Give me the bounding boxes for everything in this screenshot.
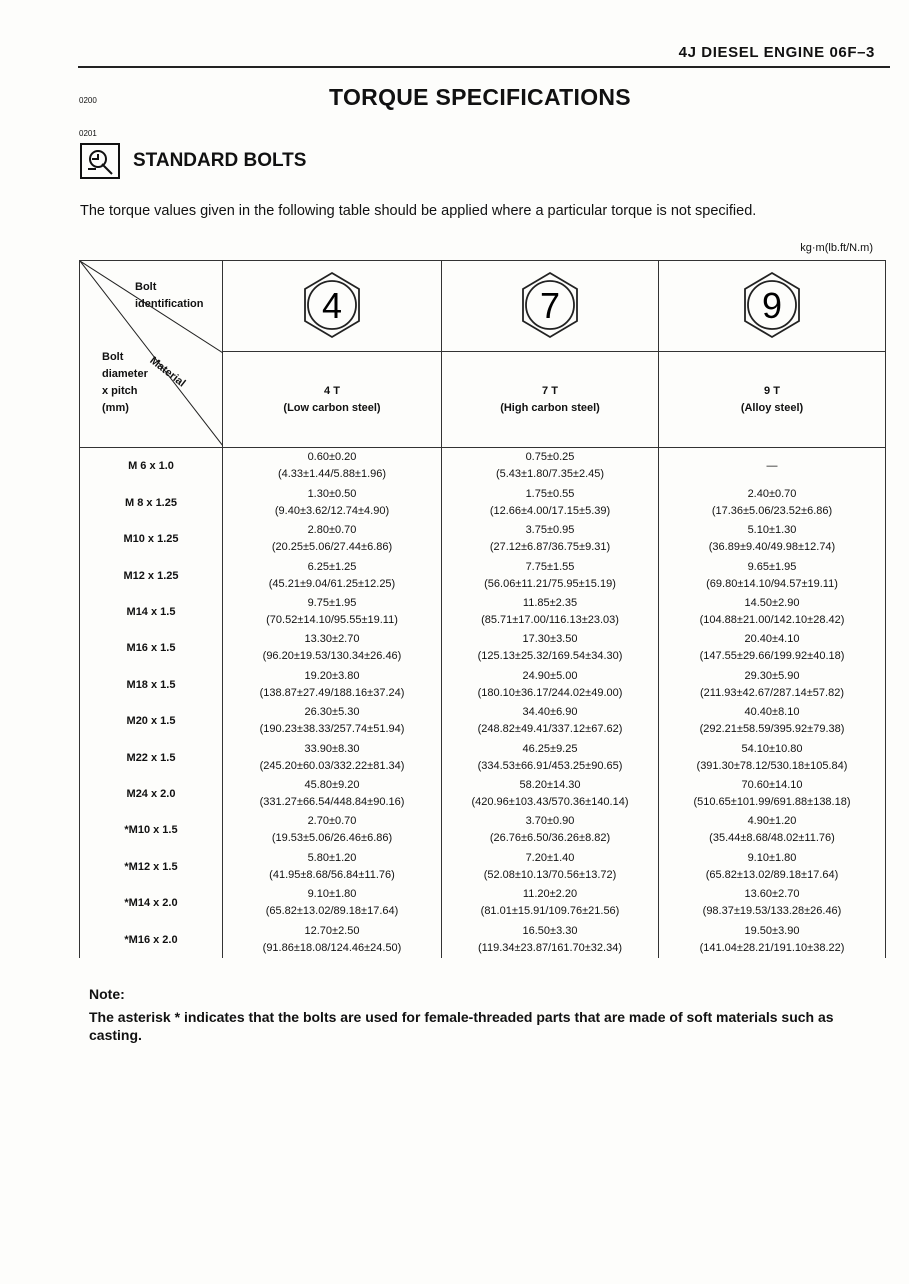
- torque-value-cell: [223, 448, 442, 485]
- table-row: [80, 448, 886, 485]
- torque-value-cell: [659, 922, 886, 958]
- torque-value-cell: [659, 885, 886, 921]
- page-title: TORQUE SPECIFICATIONS: [329, 84, 631, 110]
- torque-lbft-nm: (36.89±9.40/49.98±12.74): [708, 541, 836, 554]
- torque-lbft-nm: (292.21±58.59/395.92±79.38): [699, 723, 845, 736]
- torque-value-cell: [659, 667, 886, 703]
- material-4t: [223, 352, 442, 448]
- torque-value-cell: [442, 448, 659, 485]
- torque-lbft-nm: (9.40±3.62/12.74±4.90): [274, 504, 390, 517]
- torque-lbft-nm: (104.88±21.00/142.10±28.42): [699, 613, 845, 626]
- torque-value-cell: [659, 812, 886, 848]
- torque-kgm: 9.75±1.95: [307, 596, 357, 609]
- torque-value-cell: [442, 521, 659, 557]
- bolt-diameter-label: (mm): [102, 402, 129, 414]
- bolt-size-cell: M18 x 1.5: [80, 667, 223, 703]
- torque-value-cell: [659, 448, 886, 485]
- torque-value-cell: [442, 849, 659, 885]
- torque-value-cell: [659, 739, 886, 775]
- table-row: [80, 521, 886, 557]
- hex-bolt-head-icon: [296, 269, 368, 341]
- torque-lbft-nm: (56.06±11.21/75.95±15.19): [484, 577, 616, 590]
- torque-lbft-nm: (334.53±66.91/453.25±90.65): [477, 759, 623, 772]
- torque-lbft-nm: (138.87±27.49/188.16±37.24): [259, 686, 405, 699]
- corner-header: [80, 261, 223, 448]
- torque-kgm: 9.10±1.80: [307, 888, 357, 901]
- torque-lbft-nm: (4.33±1.44/5.88±1.96): [277, 468, 387, 481]
- table-row: [80, 776, 886, 812]
- torque-lbft-nm: (26.76±6.50/36.26±8.82): [489, 832, 611, 845]
- torque-value-cell: [223, 739, 442, 775]
- torque-kgm: —: [766, 459, 778, 472]
- torque-value-cell: [223, 630, 442, 666]
- torque-kgm: 5.10±1.30: [747, 524, 797, 537]
- units-label: kg·m(lb.ft/N.m): [800, 242, 873, 254]
- torque-value-cell: [659, 776, 886, 812]
- torque-kgm: 12.70±2.50: [304, 924, 360, 937]
- table-row: [80, 667, 886, 703]
- table-row: [80, 594, 886, 630]
- torque-lbft-nm: (19.53±5.06/26.46±6.86): [271, 832, 393, 845]
- torque-lbft-nm: (141.04±28.21/191.10±38.22): [699, 941, 845, 954]
- torque-kgm: 26.30±5.30: [304, 706, 360, 719]
- torque-kgm: 58.20±14.30: [519, 779, 581, 792]
- torque-kgm: 1.75±0.55: [525, 487, 575, 500]
- table-row: [80, 885, 886, 921]
- torque-lbft-nm: (65.82±13.02/89.18±17.64): [265, 905, 399, 918]
- section-code: 0201: [79, 129, 97, 138]
- torque-lbft-nm: (245.20±60.03/332.22±81.34): [259, 759, 405, 772]
- torque-kgm: 34.40±6.90: [522, 706, 578, 719]
- torque-lbft-nm: (211.93±42.67/287.14±57.82): [700, 686, 844, 699]
- table-row: [80, 739, 886, 775]
- torque-value-cell: [223, 594, 442, 630]
- torque-lbft-nm: (52.08±10.13/70.56±13.72): [483, 868, 617, 881]
- torque-kgm: 9.65±1.95: [747, 560, 797, 573]
- torque-value-cell: [659, 557, 886, 593]
- header-rule: [78, 66, 890, 68]
- torque-lbft-nm: (180.10±36.17/244.02±49.00): [477, 686, 623, 699]
- torque-value-cell: [659, 484, 886, 520]
- torque-kgm: 40.40±8.10: [744, 706, 800, 719]
- grade-label: 7 T: [542, 384, 558, 397]
- torque-lbft-nm: (391.30±78.12/530.18±105.84): [696, 759, 848, 772]
- torque-value-cell: [442, 739, 659, 775]
- bolt-size-cell: M20 x 1.5: [80, 703, 223, 739]
- torque-kgm: 17.30±3.50: [522, 633, 578, 646]
- torque-lbft-nm: (190.23±38.33/257.74±51.94): [259, 723, 405, 736]
- torque-value-cell: [223, 703, 442, 739]
- torque-lbft-nm: (147.55±29.66/199.92±40.18): [699, 650, 845, 663]
- torque-value-cell: [223, 849, 442, 885]
- torque-kgm: 7.20±1.40: [525, 851, 575, 864]
- torque-value-cell: [223, 557, 442, 593]
- torque-lbft-nm: (45.21±9.04/61.25±12.25): [268, 577, 396, 590]
- torque-lbft-nm: (69.80±14.10/94.57±19.11): [706, 577, 838, 590]
- grade-mark-4: [223, 261, 442, 352]
- torque-lbft-nm: (12.66±4.00/17.15±5.39): [489, 504, 611, 517]
- torque-value-cell: [223, 812, 442, 848]
- bolt-size-cell: M14 x 1.5: [80, 594, 223, 630]
- torque-value-cell: [442, 667, 659, 703]
- table-row: [80, 812, 886, 848]
- torque-lbft-nm: (41.95±8.68/56.84±11.76): [269, 868, 395, 881]
- torque-lbft-nm: (35.44±8.68/48.02±11.76): [709, 832, 835, 845]
- bolt-size-cell: *M12 x 1.5: [80, 849, 223, 885]
- hex-bolt-head-icon: [736, 269, 808, 341]
- torque-lbft-nm: (91.86±18.08/124.46±24.50): [262, 941, 402, 954]
- material-name: (Alloy steel): [740, 401, 804, 414]
- torque-lbft-nm: (81.01±15.91/109.76±21.56): [480, 905, 620, 918]
- torque-lbft-nm: (5.43±1.80/7.35±2.45): [495, 468, 605, 481]
- torque-lbft-nm: (248.82±49.41/337.12±67.62): [477, 723, 623, 736]
- torque-value-cell: [659, 521, 886, 557]
- torque-kgm: 14.50±2.90: [744, 596, 800, 609]
- torque-kgm: 1.30±0.50: [307, 487, 357, 500]
- torque-value-cell: [442, 812, 659, 848]
- torque-value-cell: [442, 885, 659, 921]
- torque-kgm: 20.40±4.10: [744, 633, 800, 646]
- table-row: [80, 484, 886, 520]
- torque-kgm: 33.90±8.30: [304, 742, 360, 755]
- bolt-diameter-label: diameter: [102, 368, 148, 380]
- title-code: 0200: [79, 96, 97, 105]
- torque-kgm: 6.25±1.25: [307, 560, 357, 573]
- torque-value-cell: [223, 922, 442, 958]
- torque-kgm: 2.80±0.70: [307, 524, 357, 537]
- torque-lbft-nm: (70.52±14.10/95.55±19.11): [266, 613, 398, 626]
- torque-kgm: 13.60±2.70: [744, 888, 800, 901]
- note-text: The asterisk * indicates that the bolts are used for female-threaded parts that are made of soft materials such as casting.: [89, 1009, 834, 1043]
- torque-value-cell: [442, 594, 659, 630]
- torque-kgm: 0.75±0.25: [525, 451, 575, 464]
- torque-kgm: 19.50±3.90: [744, 924, 800, 937]
- torque-kgm: 54.10±10.80: [741, 742, 803, 755]
- grade-label: 4 T: [324, 384, 340, 397]
- torque-lbft-nm: (20.25±5.06/27.44±6.86): [271, 541, 393, 554]
- torque-kgm: 19.20±3.80: [304, 669, 360, 682]
- torque-lbft-nm: (119.34±23.87/161.70±32.34): [478, 941, 622, 954]
- torque-value-cell: [223, 667, 442, 703]
- torque-value-cell: [659, 630, 886, 666]
- section-title: STANDARD BOLTS: [133, 150, 307, 171]
- torque-value-cell: [659, 849, 886, 885]
- torque-kgm: 16.50±3.30: [522, 924, 578, 937]
- table-row: [80, 922, 886, 958]
- torque-kgm: 3.75±0.95: [525, 524, 575, 537]
- torque-value-cell: [659, 703, 886, 739]
- grade-label: 9 T: [764, 384, 780, 397]
- grade-mark-text: 4: [321, 284, 343, 326]
- material-name: (High carbon steel): [500, 401, 600, 414]
- torque-kgm: 70.60±14.10: [741, 779, 803, 792]
- torque-lbft-nm: (420.96±103.43/570.36±140.14): [471, 796, 629, 809]
- torque-lbft-nm: (17.36±5.06/23.52±6.86): [711, 504, 833, 517]
- bolt-identification-label: Bolt: [135, 281, 157, 293]
- note-heading: Note:: [89, 986, 125, 1002]
- torque-kgm: 0.60±0.20: [307, 451, 357, 464]
- torque-lbft-nm: (331.27±66.54/448.84±90.16): [259, 796, 405, 809]
- torque-value-cell: [442, 484, 659, 520]
- bolt-size-cell: *M16 x 2.0: [80, 922, 223, 958]
- torque-value-cell: [442, 776, 659, 812]
- bolt-size-cell: M12 x 1.25: [80, 557, 223, 593]
- torque-value-cell: [442, 703, 659, 739]
- torque-kgm: 4.90±1.20: [747, 815, 797, 828]
- grade-mark-7: [442, 261, 659, 352]
- bolt-size-cell: M22 x 1.5: [80, 739, 223, 775]
- header-row-identification: [80, 261, 886, 352]
- torque-value-cell: [223, 484, 442, 520]
- hex-bolt-head-icon: [514, 269, 586, 341]
- page-header: 4J DIESEL ENGINE 06F–3: [678, 44, 875, 61]
- grade-mark-text: 9: [761, 284, 783, 326]
- grade-mark-text: 7: [539, 284, 561, 326]
- torque-lbft-nm: (96.20±19.53/130.34±26.46): [262, 650, 402, 663]
- torque-value-cell: [442, 557, 659, 593]
- bolt-size-cell: *M10 x 1.5: [80, 812, 223, 848]
- torque-lbft-nm: (98.37±19.53/133.28±26.46): [702, 905, 842, 918]
- torque-lbft-nm: (125.13±25.32/169.54±34.30): [477, 650, 623, 663]
- material-7t: [442, 352, 659, 448]
- material-name: (Low carbon steel): [283, 401, 381, 414]
- torque-value-cell: [223, 776, 442, 812]
- material-9t: [659, 352, 886, 448]
- torque-kgm: 11.85±2.35: [522, 596, 578, 609]
- torque-value-cell: [223, 521, 442, 557]
- torque-kgm: 29.30±5.90: [744, 669, 800, 682]
- torque-kgm: 7.75±1.55: [525, 560, 575, 573]
- torque-table: [79, 260, 886, 958]
- torque-value-cell: [659, 594, 886, 630]
- intro-text: The torque values given in the following table should be applied where a particular torque is not specified.: [80, 203, 757, 219]
- bolt-size-cell: M24 x 2.0: [80, 776, 223, 812]
- torque-kgm: 5.80±1.20: [307, 851, 357, 864]
- torque-kgm: 9.10±1.80: [747, 851, 797, 864]
- bolt-diameter-label: x pitch: [102, 385, 138, 397]
- torque-lbft-nm: (27.12±6.87/36.75±9.31): [489, 541, 611, 554]
- table-row: [80, 630, 886, 666]
- torque-kgm: 3.70±0.90: [525, 815, 575, 828]
- material-label: Material: [147, 354, 188, 390]
- torque-kgm: 2.40±0.70: [747, 487, 797, 500]
- table-row: [80, 557, 886, 593]
- bolt-size-cell: *M14 x 2.0: [80, 885, 223, 921]
- torque-kgm: 46.25±9.25: [522, 742, 578, 755]
- torque-lbft-nm: (65.82±13.02/89.18±17.64): [705, 868, 839, 881]
- torque-value-cell: [442, 630, 659, 666]
- bolt-size-cell: M 6 x 1.0: [80, 448, 223, 485]
- torque-kgm: 24.90±5.00: [522, 669, 578, 682]
- bolt-size-cell: M10 x 1.25: [80, 521, 223, 557]
- grade-mark-9: [659, 261, 886, 352]
- bolt-identification-label: identification: [135, 298, 204, 310]
- torque-kgm: 45.80±9.20: [304, 779, 360, 792]
- bolt-diameter-label: Bolt: [102, 351, 124, 363]
- torque-lbft-nm: (510.65±101.99/691.88±138.18): [693, 796, 851, 809]
- torque-kgm: 11.20±2.20: [522, 888, 578, 901]
- table-row: [80, 703, 886, 739]
- torque-value-cell: [223, 885, 442, 921]
- torque-kgm: 2.70±0.70: [307, 815, 357, 828]
- torque-value-cell: [442, 922, 659, 958]
- torque-wrench-icon: [80, 143, 120, 179]
- bolt-size-cell: M 8 x 1.25: [80, 484, 223, 520]
- torque-kgm: 13.30±2.70: [304, 633, 360, 646]
- torque-lbft-nm: (85.71±17.00/116.13±23.03): [481, 613, 619, 626]
- bolt-size-cell: M16 x 1.5: [80, 630, 223, 666]
- table-row: [80, 849, 886, 885]
